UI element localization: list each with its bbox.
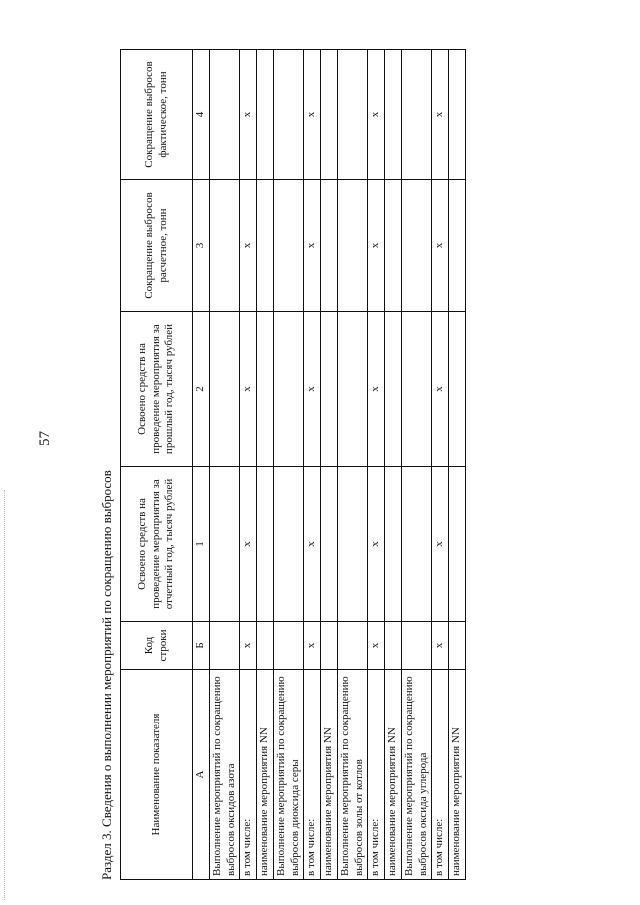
value-cell (209, 312, 240, 467)
indicator-name-cell: в том числе: (368, 670, 385, 880)
value-cell: x (304, 312, 321, 467)
value-cell (209, 50, 240, 180)
column-index: 4 (193, 50, 210, 180)
value-cell (401, 312, 432, 467)
value-cell: x (368, 622, 385, 670)
value-cell (449, 467, 466, 622)
value-cell (257, 180, 274, 312)
table-row (304, 50, 321, 880)
table-row (432, 50, 449, 880)
column-index: 1 (193, 467, 210, 622)
value-cell (209, 180, 240, 312)
table-row (337, 50, 368, 880)
value-cell (449, 180, 466, 312)
value-cell (321, 312, 338, 467)
header-row (121, 50, 193, 880)
indicator-name-cell: Выполнение мероприятий по сокращению выбросов оксида углерода (401, 670, 432, 880)
value-cell (273, 180, 304, 312)
header-indicator-name: Наименование показателя (121, 670, 193, 880)
table-row (321, 50, 338, 880)
table-row (209, 50, 240, 880)
table-row (368, 50, 385, 880)
header-row-code: Код строки (121, 622, 193, 670)
value-cell (401, 622, 432, 670)
table-row (273, 50, 304, 880)
value-cell: x (368, 50, 385, 180)
value-cell (257, 312, 274, 467)
header-funds-previous-year: Освоено средств на проведение мероприятия за прошлый год, тысяч рублей (121, 312, 193, 467)
value-cell (321, 467, 338, 622)
table-row (449, 50, 466, 880)
table-row (257, 50, 274, 880)
value-cell: x (304, 467, 321, 622)
column-index: Б (193, 622, 210, 670)
value-cell: x (240, 467, 257, 622)
emissions-table (120, 49, 466, 880)
value-cell (401, 180, 432, 312)
table-body (209, 50, 465, 880)
value-cell (449, 50, 466, 180)
value-cell: x (304, 180, 321, 312)
value-cell: x (304, 622, 321, 670)
value-cell: x (240, 312, 257, 467)
value-cell (273, 467, 304, 622)
value-cell: x (304, 50, 321, 180)
value-cell (273, 50, 304, 180)
value-cell (401, 50, 432, 180)
value-cell (401, 467, 432, 622)
value-cell (337, 622, 368, 670)
value-cell (337, 312, 368, 467)
indicator-name-cell: в том числе: (240, 670, 257, 880)
value-cell (257, 467, 274, 622)
indicator-name-cell: наименование мероприятия NN (257, 670, 274, 880)
value-cell: x (432, 312, 449, 467)
column-index: А (193, 670, 210, 880)
value-cell (209, 622, 240, 670)
indicator-name-cell: Выполнение мероприятий по сокращению выбросов золы от котлов (337, 670, 368, 880)
value-cell (385, 50, 402, 180)
value-cell (337, 50, 368, 180)
value-cell: x (240, 50, 257, 180)
value-cell (449, 312, 466, 467)
value-cell: x (432, 622, 449, 670)
value-cell: x (432, 180, 449, 312)
indicator-name-cell: Выполнение мероприятий по сокращению выбросов диоксида серы (273, 670, 304, 880)
value-cell (321, 50, 338, 180)
value-cell: x (368, 312, 385, 467)
value-cell (257, 50, 274, 180)
value-cell: x (432, 467, 449, 622)
header-funds-current-year: Освоено средств на проведение мероприятия за отчетный год, тысяч рублей (121, 467, 193, 622)
section-title: Раздел 3. Сведения о выполнении мероприятий по сокращению выбросов (99, 470, 114, 880)
table-row (385, 50, 402, 880)
value-cell (385, 312, 402, 467)
emissions-table-container (120, 50, 462, 880)
indicator-name-cell: наименование мероприятия NN (449, 670, 466, 880)
indicator-name-cell: Выполнение мероприятий по сокращению выбросов оксидов азота (209, 670, 240, 880)
value-cell (337, 467, 368, 622)
column-index-row (193, 50, 210, 880)
indicator-name-cell: наименование мероприятия NN (321, 670, 338, 880)
value-cell: x (240, 180, 257, 312)
header-reduction-actual: Сокращение выбросов фактическое, тонн (121, 50, 193, 180)
value-cell (273, 622, 304, 670)
value-cell (321, 622, 338, 670)
value-cell (385, 180, 402, 312)
header-reduction-estimated: Сокращение выбросов расчетное, тонн (121, 180, 193, 312)
indicator-name-cell: в том числе: (304, 670, 321, 880)
value-cell (385, 467, 402, 622)
value-cell: x (368, 467, 385, 622)
scan-edge-artifact (4, 490, 5, 900)
table-row (401, 50, 432, 880)
value-cell (337, 180, 368, 312)
value-cell: x (240, 622, 257, 670)
indicator-name-cell: наименование мероприятия NN (385, 670, 402, 880)
value-cell (257, 622, 274, 670)
value-cell (385, 622, 402, 670)
table-row (240, 50, 257, 880)
value-cell: x (368, 180, 385, 312)
column-index: 3 (193, 180, 210, 312)
page-number: 57 (37, 431, 53, 446)
value-cell (449, 622, 466, 670)
value-cell (321, 180, 338, 312)
indicator-name-cell: в том числе: (432, 670, 449, 880)
value-cell: x (432, 50, 449, 180)
value-cell (273, 312, 304, 467)
value-cell (209, 467, 240, 622)
column-index: 2 (193, 312, 210, 467)
